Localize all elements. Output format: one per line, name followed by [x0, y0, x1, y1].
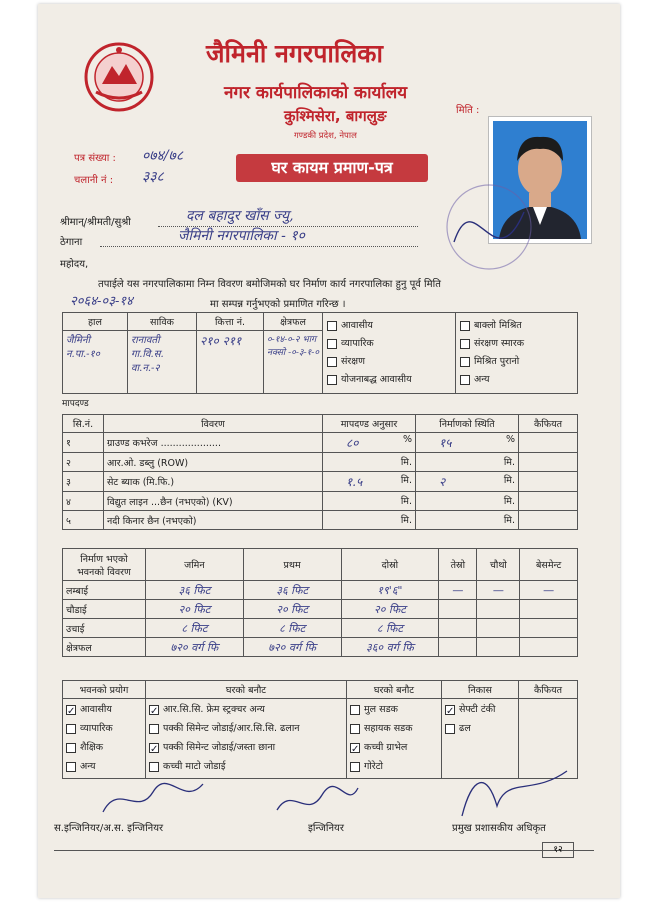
signature-1-label: स.इन्जिनियर/अ.स. इन्जिनियर	[54, 823, 164, 834]
std-sn: १	[63, 433, 104, 453]
land-sabik-value: रानावती गा.वि.स. वा.न.-२	[128, 330, 197, 394]
land-type-mid-checkbox-1[interactable]	[327, 339, 337, 349]
usage-build-label-0: आर.सि.सि. फ्रेम स्ट्रक्चर अन्य	[163, 704, 265, 715]
usage-road-checkbox-2[interactable]	[350, 743, 360, 753]
floors-table	[62, 548, 578, 657]
floor-cell: ३६० वर्ग फि	[341, 638, 439, 657]
std-remarks	[519, 453, 578, 472]
usage-use-option-0	[66, 700, 142, 719]
std-remarks	[519, 511, 578, 530]
signature-1-icon	[98, 772, 208, 822]
usage-drain-option-1	[445, 719, 515, 738]
floor-cell: ७२० वर्ग फि	[146, 638, 244, 657]
floor-cell	[520, 619, 578, 638]
usage-header-drain: निकास	[442, 681, 519, 699]
usage-header-use: भवनको प्रयोग	[63, 681, 146, 699]
usage-build-checkbox-0[interactable]	[149, 705, 159, 715]
land-type-mid-label-2: संरक्षण	[341, 356, 365, 367]
nepal-emblem-icon	[82, 40, 156, 114]
std-remarks	[519, 433, 578, 453]
page-number: १२	[542, 842, 574, 858]
usage-drain-checkbox-0[interactable]	[445, 705, 455, 715]
std-header-sn: सि.नं.	[63, 415, 104, 433]
floor-cell: —	[477, 581, 520, 600]
standards-table	[62, 414, 578, 530]
usage-use-checkbox-0[interactable]	[66, 705, 76, 715]
floor-cell	[520, 600, 578, 619]
ref-label: पत्र संख्या :	[74, 153, 116, 164]
floor-cell	[477, 638, 520, 657]
land-header-hal: हाल	[63, 313, 128, 331]
floor-row	[63, 581, 578, 600]
usage-drain-checkbox-1[interactable]	[445, 724, 455, 734]
body-date: २०६४-०३-१४	[70, 294, 133, 309]
floor-cell	[439, 638, 477, 657]
std-header-built: निर्माणको स्थिति	[416, 415, 519, 433]
std-desc: नदी किनार छैन (नभएको)	[104, 511, 323, 530]
land-type-right-checkbox-3[interactable]	[460, 375, 470, 385]
usage-build-label-3: कच्ची माटो जोडाई	[163, 761, 226, 772]
floor-cell	[439, 600, 477, 619]
std-sn: ३	[63, 472, 104, 492]
std-value: ८० %	[323, 433, 416, 453]
ref-value: ०७४/७८	[142, 148, 184, 164]
std-desc: ग्राउण्ड कभरेज ....................	[104, 433, 323, 453]
office-subtitle: नगर कार्यपालिकाको कार्यालय	[224, 83, 408, 103]
usage-use-label-0: आवासीय	[80, 704, 112, 715]
usage-road-column	[347, 699, 442, 779]
floor-cell: २० फिट	[243, 600, 341, 619]
usage-road-checkbox-0[interactable]	[350, 705, 360, 715]
certificate-title: घर कायम प्रमाण-पत्र	[236, 154, 428, 182]
land-hal-value: जैमिनी न.पा.-१०	[63, 330, 128, 394]
usage-road-option-1	[350, 719, 438, 738]
office-place: कुश्मिसेरा, बागलुङ	[284, 107, 387, 125]
floor-cell: २० फिट	[341, 600, 439, 619]
usage-road-label-1: सहायक सडक	[364, 723, 413, 734]
usage-build-option-1	[149, 719, 343, 738]
floor-header-5: चौथो	[477, 549, 520, 581]
address-value: जैमिनी नगरपालिका - १०	[178, 228, 305, 244]
body-line-2: मा सम्पन्न गर्नुभएको प्रमाणित गरिन्छ ।	[210, 299, 346, 310]
standards-label: मापदण्ड	[62, 399, 89, 409]
std-desc: विद्युत लाइन ...छैन (नभएको) (KV)	[104, 492, 323, 511]
land-type-right-option-1	[460, 335, 573, 353]
floor-header-6: बेसमेन्ट	[520, 549, 578, 581]
land-table	[62, 312, 578, 394]
land-type-mid-option-2	[327, 353, 451, 371]
land-header-area: क्षेत्रफल	[264, 313, 323, 331]
floor-cell: १९'६"	[341, 581, 439, 600]
usage-build-checkbox-2[interactable]	[149, 743, 159, 753]
floor-cell	[477, 619, 520, 638]
land-type-right-label-0: बाक्लो मिश्रित	[474, 320, 522, 331]
usage-build-checkbox-1[interactable]	[149, 724, 159, 734]
land-type-right-option-0	[460, 317, 573, 335]
usage-build-checkbox-3[interactable]	[149, 762, 159, 772]
usage-build-label-1: पक्की सिमेन्ट जोडाई/आर.सि.सि. ढलान	[163, 723, 300, 734]
floor-cell: ३६ फिट	[243, 581, 341, 600]
std-row	[63, 453, 578, 472]
floor-cell: ३६ फिट	[146, 581, 244, 600]
usage-use-option-2	[66, 738, 142, 757]
signature-3-icon	[452, 766, 572, 826]
land-type-right-label-2: मिश्रित पुरानो	[474, 356, 520, 367]
land-kitta-value: २१० २११	[197, 330, 264, 394]
usage-build-option-2	[149, 738, 343, 757]
floor-cell: ७२० वर्ग फि	[243, 638, 341, 657]
usage-header-remarks: कैफियत	[519, 681, 578, 699]
floor-cell	[439, 619, 477, 638]
owner-name-label: श्रीमान्/श्रीमती/सुश्री	[60, 217, 131, 228]
body-line-1: तपाईले यस नगरपालिकामा निम्न विवरण बमोजिमको घर निर्माण कार्य नगरपालिका हुनु पूर्व मिति	[98, 279, 441, 290]
floor-header-0: निर्माण भएको भवनको विवरण	[63, 549, 146, 581]
floor-cell: —	[520, 581, 578, 600]
floor-cell	[477, 600, 520, 619]
std-sn: २	[63, 453, 104, 472]
floor-cell: २० फिट	[146, 600, 244, 619]
std-header-desc: विवरण	[104, 415, 323, 433]
floor-header-3: दोस्रो	[341, 549, 439, 581]
usage-road-label-2: कच्ची ग्राभेल	[364, 742, 408, 753]
land-header-kitta: कित्ता नं.	[197, 313, 264, 331]
land-type-right-option-3	[460, 371, 573, 389]
land-type-mid-label-1: व्यापारिक	[341, 338, 374, 349]
usage-use-checkbox-1[interactable]	[66, 724, 76, 734]
dispatch-label: चलानी नं :	[74, 175, 114, 186]
land-type-mid-checkbox-2[interactable]	[327, 357, 337, 367]
std-header-remarks: कैफियत	[519, 415, 578, 433]
land-area-value: ०-१४-०-२ भाग नक्सो -०-३-१-०	[264, 330, 323, 394]
std-sn: ५	[63, 511, 104, 530]
std-built: २ मि.	[416, 472, 519, 492]
usage-header-road: घरको बनौट	[347, 681, 442, 699]
std-value: मि.	[323, 511, 416, 530]
usage-use-label-2: शैक्षिक	[80, 742, 104, 753]
floor-row-label: क्षेत्रफल	[63, 638, 146, 657]
land-type-right-label-1: संरक्षण स्मारक	[474, 338, 525, 349]
floor-row	[63, 638, 578, 657]
date-label: मिति :	[456, 105, 480, 116]
signature-2-icon	[272, 780, 362, 824]
land-type-mid-checkbox-3[interactable]	[327, 375, 337, 385]
usage-build-label-2: पक्की सिमेन्ट जोडाई/जस्ता छाना	[163, 742, 276, 753]
std-remarks	[519, 472, 578, 492]
std-desc: आर.ओ. डब्लु (ROW)	[104, 453, 323, 472]
floor-header-1: जमिन	[146, 549, 244, 581]
land-type-mid-option-3	[327, 371, 451, 389]
land-header-sabik: साविक	[128, 313, 197, 331]
signature-2-label: इन्जिनियर	[308, 823, 344, 834]
std-value: मि.	[323, 453, 416, 472]
std-remarks	[519, 492, 578, 511]
usage-use-checkbox-3[interactable]	[66, 762, 76, 772]
usage-road-option-2	[350, 738, 438, 757]
usage-road-option-0	[350, 700, 438, 719]
std-desc: सेट ब्याक (मि.फि.)	[104, 472, 323, 492]
floor-row-label: लम्बाई	[63, 581, 146, 600]
land-type-mid	[323, 313, 456, 394]
land-type-right-label-3: अन्य	[474, 374, 490, 385]
usage-drain-option-0	[445, 700, 515, 719]
address-label: ठेगाना	[60, 237, 83, 248]
std-built: १५ %	[416, 433, 519, 453]
floor-cell: —	[439, 581, 477, 600]
land-type-right-option-2	[460, 353, 573, 371]
land-type-right-checkbox-2[interactable]	[460, 357, 470, 367]
official-stamp-icon	[434, 172, 544, 282]
usage-use-label-1: व्यापारिक	[80, 723, 113, 734]
usage-build-column	[146, 699, 347, 779]
land-type-right-checkbox-1[interactable]	[460, 339, 470, 349]
floor-row	[63, 619, 578, 638]
usage-use-option-1	[66, 719, 142, 738]
std-sn: ४	[63, 492, 104, 511]
province-line: गण्डकी प्रदेश, नेपाल	[294, 131, 357, 141]
floor-cell	[520, 638, 578, 657]
usage-build-option-0	[149, 700, 343, 719]
floor-row-label: चौडाई	[63, 600, 146, 619]
std-value: मि.	[323, 492, 416, 511]
usage-road-option-3	[350, 757, 438, 776]
std-row	[63, 492, 578, 511]
land-type-mid-checkbox-0[interactable]	[327, 321, 337, 331]
land-type-mid-option-0	[327, 317, 451, 335]
usage-road-checkbox-3[interactable]	[350, 762, 360, 772]
floor-cell: ८ फिट	[341, 619, 439, 638]
std-built: मि.	[416, 453, 519, 472]
usage-use-column	[63, 699, 146, 779]
std-row	[63, 433, 578, 453]
usage-drain-label-0: सेफ्टी टंकी	[459, 704, 496, 715]
land-type-mid-label-3: योजनाबद्ध आवासीय	[341, 374, 412, 385]
usage-drain-label-1: ढल	[459, 723, 471, 734]
usage-road-checkbox-1[interactable]	[350, 724, 360, 734]
floor-cell: ८ फिट	[146, 619, 244, 638]
floor-header-4: तेस्रो	[439, 549, 477, 581]
land-type-mid-label-0: आवासीय	[341, 320, 373, 331]
std-value: १.५ मि.	[323, 472, 416, 492]
owner-name-value: दल बहादुर खाँस ज्यु,	[186, 208, 294, 224]
floor-row	[63, 600, 578, 619]
certificate-page	[38, 4, 620, 898]
floor-cell: ८ फिट	[243, 619, 341, 638]
usage-road-label-0: मुल सडक	[364, 704, 398, 715]
land-type-right-checkbox-0[interactable]	[460, 321, 470, 331]
floor-header-2: प्रथम	[243, 549, 341, 581]
dispatch-value: ३३८	[142, 169, 164, 185]
signature-3-label: प्रमुख प्रशासकीय अधिकृत	[452, 823, 546, 834]
land-type-right	[456, 313, 578, 394]
floor-row-label: उचाई	[63, 619, 146, 638]
std-built: मि.	[416, 511, 519, 530]
usage-header-build: घरको बनौट	[146, 681, 347, 699]
std-built: मि.	[416, 492, 519, 511]
usage-table	[62, 680, 578, 779]
std-header-std: मापदण्ड अनुसार	[323, 415, 416, 433]
std-row	[63, 472, 578, 492]
land-type-mid-option-1	[327, 335, 451, 353]
usage-use-label-3: अन्य	[80, 761, 96, 772]
greeting: महोदय,	[60, 259, 89, 270]
usage-use-checkbox-2[interactable]	[66, 743, 76, 753]
std-row	[63, 511, 578, 530]
usage-road-label-3: गोरेटो	[364, 761, 383, 772]
municipality-title: जैमिनी नगरपालिका	[206, 39, 383, 68]
